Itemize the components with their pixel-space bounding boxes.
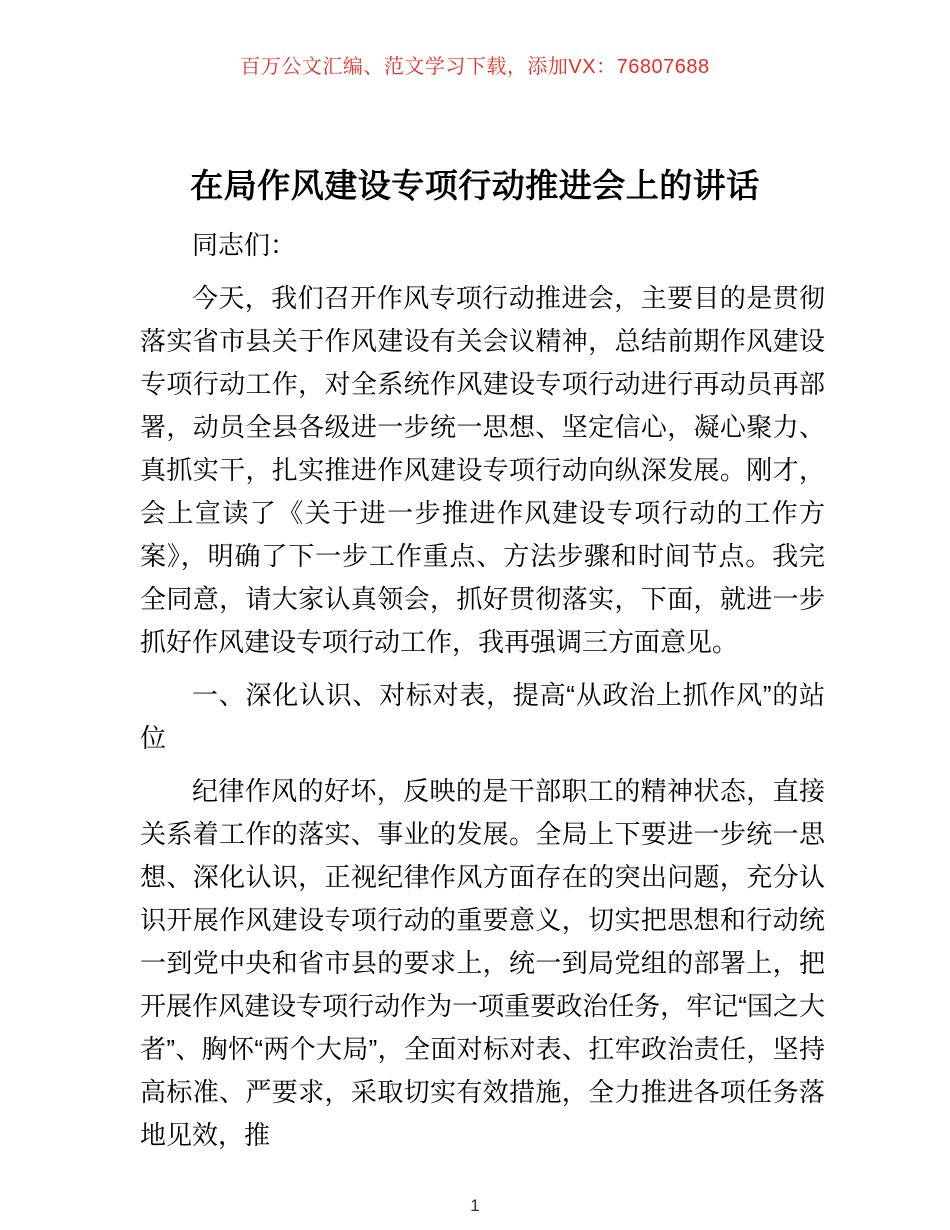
document-title: 在局作风建设专项行动推进会上的讲话 xyxy=(190,167,760,204)
paragraph: 今天，我们召开作风专项行动推进会，主要目的是贯彻落实省市县关于作风建设有关会议精神，总结前期作风建设专项行动工作，对全系统作风建设专项行动进行再动员再部署，动员全县各级进一步统一思想、坚定信心，凝心聚力、真抓实干，扎实推进作风建设专项行动向纵深发展。刚才，会上宣读了《关于进一步推进作风建设专项行动的工作方案》，明确了下一步工作重点、方法步骤和时间节点。我完全同意，请大家认真领会，抓好贯彻落实，下面，就进一步抓好作风建设专项行动工作，我再强调三方面意见。 xyxy=(140,283,825,657)
document-body xyxy=(140,224,825,1157)
section-heading: 一、深化认识、对标对表，提高“从政治上抓作风”的站位 xyxy=(140,680,825,753)
paragraph: 纪律作风的好坏，反映的是干部职工的精神状态，直接关系着工作的落实、事业的发展。全局上下要进一步统一思想、深化认识，正视纪律作风方面存在的突出问题，充分认识开展作风建设专项行动的重要意义，切实把思想和行动统一到党中央和省市县的要求上，统一到局党组的部署上，把开展作风建设专项行动作为一项重要政治任务，牢记“国之大者”、胸怀“两个大局”，全面对标对表、扛牢政治责任，坚持高标准、严要求，采取切实有效措施，全力推进各项任务落地见效，推 xyxy=(140,776,825,1150)
page-number: 1 xyxy=(470,1196,480,1215)
paragraph: 同志们： xyxy=(192,230,297,260)
header-notice: 百万公文汇编、范文学习下载，添加VX：76807688 xyxy=(240,56,710,78)
